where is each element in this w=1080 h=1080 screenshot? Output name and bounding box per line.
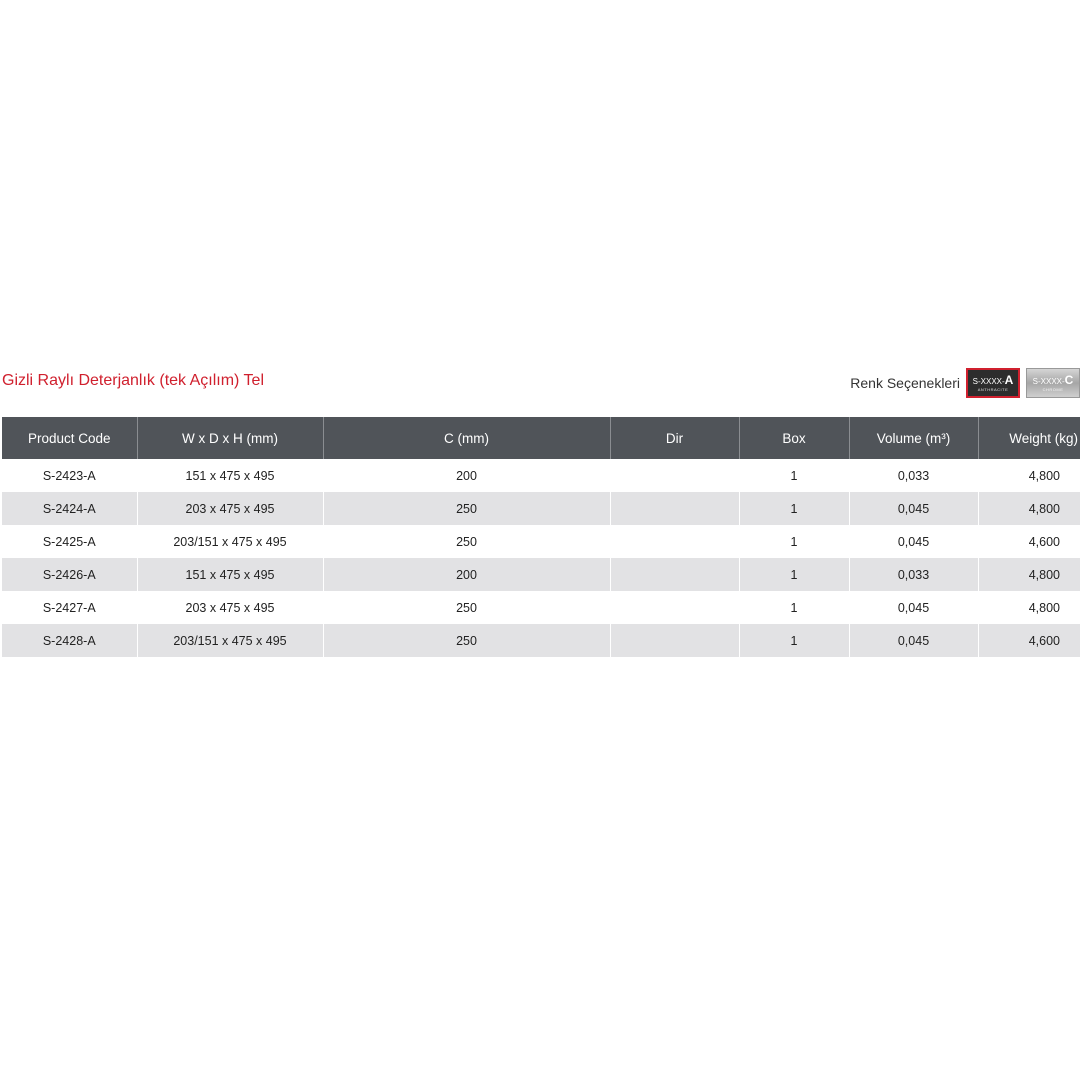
cell-c: 250 xyxy=(323,492,610,525)
swatch-code: S-XXXX-A xyxy=(972,373,1014,387)
cell-weight: 4,800 xyxy=(978,492,1080,525)
header-dir: Dir xyxy=(610,417,739,459)
cell-dimensions: 203/151 x 475 x 495 xyxy=(137,525,323,558)
cell-volume: 0,033 xyxy=(849,459,978,492)
swatch-sub-label: CHROME xyxy=(1042,387,1064,392)
cell-weight: 4,600 xyxy=(1028,534,1060,549)
cell-volume: 0,045 xyxy=(849,591,978,624)
cell-weight: 4,600 xyxy=(978,624,1080,657)
cell-product-code: S-2426-A xyxy=(2,558,137,591)
header-dimensions: W x D x H (mm) xyxy=(137,417,323,459)
cell-product-code: S-2423-A xyxy=(2,459,137,492)
cell-c: 200 xyxy=(323,459,610,492)
cell-dir xyxy=(610,459,739,492)
table-row xyxy=(2,591,1080,624)
cell-dimensions: 203/151 x 475 x 495 xyxy=(137,624,323,657)
cell-product-code: S-2428-A xyxy=(2,624,137,657)
header-product-code: Product Code xyxy=(2,417,137,459)
table-row xyxy=(2,624,1080,657)
cell-volume: 0,033 xyxy=(849,558,978,591)
cell-volume: 0,045 xyxy=(849,492,978,525)
header-weight: Weight (kg) xyxy=(978,417,1080,459)
table-row xyxy=(2,459,1080,492)
color-options xyxy=(850,368,1080,398)
color-swatch-anthracite[interactable] xyxy=(966,368,1020,398)
cell-c: 200 xyxy=(323,558,610,591)
product-title: Gizli Raylı Deterjanlık (tek Açılım) Tel xyxy=(2,372,264,389)
cell-c: 250 xyxy=(323,624,610,657)
cell-weight: 4,800 xyxy=(978,558,1080,591)
cell-dimensions: 151 x 475 x 495 xyxy=(137,459,323,492)
cell-dimensions: 203 x 475 x 495 xyxy=(137,591,323,624)
table-row xyxy=(2,525,1080,558)
cell-weight: 4,800 xyxy=(1028,600,1060,615)
color-swatch-chrome[interactable] xyxy=(1026,368,1080,398)
cell-dir xyxy=(610,624,739,657)
cell-product-code: S-2425-A xyxy=(2,525,137,558)
cell-box: 1 xyxy=(739,459,849,492)
cell-dir xyxy=(610,492,739,525)
spec-table xyxy=(2,417,1080,657)
cell-weight: 4,800 xyxy=(1028,468,1060,483)
cell-volume: 0,045 xyxy=(849,525,978,558)
cell-box: 1 xyxy=(739,525,849,558)
cell-dir xyxy=(610,525,739,558)
cell-product-code: S-2427-A xyxy=(2,591,137,624)
cell-box: 1 xyxy=(739,591,849,624)
table-row xyxy=(2,492,1080,525)
header-c: C (mm) xyxy=(323,417,610,459)
cell-box: 1 xyxy=(739,558,849,591)
cell-dimensions: 203 x 475 x 495 xyxy=(137,492,323,525)
table-row xyxy=(2,558,1080,591)
color-options-label: Renk Seçenekleri xyxy=(850,375,960,391)
cell-volume: 0,045 xyxy=(849,624,978,657)
cell-dimensions: 151 x 475 x 495 xyxy=(137,558,323,591)
header-volume: Volume (m³) xyxy=(849,417,978,459)
cell-dir xyxy=(610,591,739,624)
cell-c: 250 xyxy=(323,525,610,558)
cell-product-code: S-2424-A xyxy=(2,492,137,525)
cell-c: 250 xyxy=(323,591,610,624)
header-box: Box xyxy=(739,417,849,459)
cell-box: 1 xyxy=(739,492,849,525)
swatch-code: S-XXXX-C xyxy=(1032,373,1074,387)
cell-box: 1 xyxy=(739,624,849,657)
cell-dir xyxy=(610,558,739,591)
swatch-sub-label: ANTHRACITE xyxy=(977,387,1009,392)
table-header-row xyxy=(2,417,1080,459)
